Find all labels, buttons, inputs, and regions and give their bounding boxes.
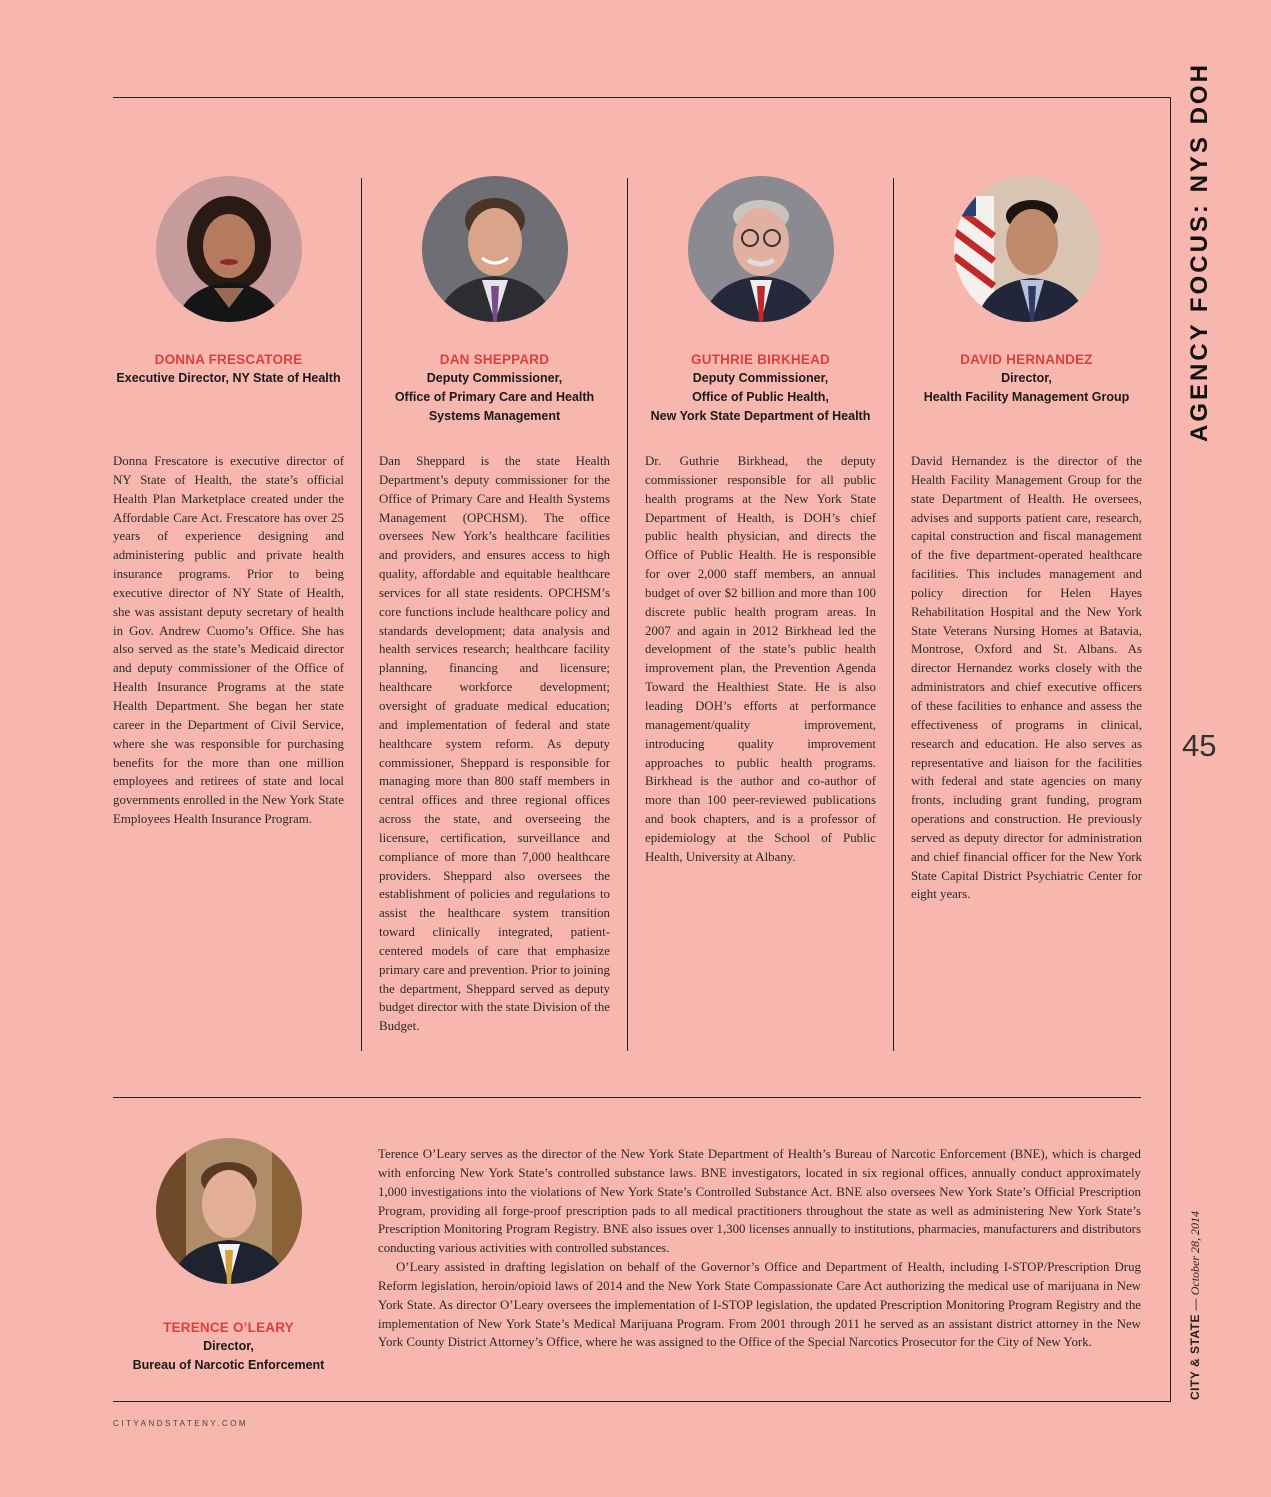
featured-bio — [378, 1145, 1141, 1352]
bottom-rule — [113, 1401, 1171, 1402]
profile-title-line: Director, — [203, 1339, 254, 1353]
profile-title-line: Health Facility Management Group — [923, 390, 1130, 404]
portrait-photo — [954, 176, 1100, 322]
page-number: 45 — [1182, 728, 1217, 763]
profile-title-line: Systems Management — [428, 409, 561, 423]
portrait-photo — [156, 1138, 302, 1284]
portrait-photo — [156, 176, 302, 322]
featured-bio-paragraph: Terence O’Leary serves as the director of the New York State Department of Health’s Bureau of Narcotic Enforcement (BNE), which is charged with enforcing New York State’s controlled substance laws. BNE investigators, located in six regional offices, annually conduct approximately 1,000 investigations into the violations of New York State’s Controlled Substance Act. BNE also oversees New York State’s Official Prescription Program, providing all forge-proof prescription pads to all medical practitioners throughout the state as well as administering New York State’s Prescription Monitoring Program Registry. BNE also issues over 1,300 licenses annually to institutions, pharmacies, manufacturers and distributors conducting various activities with controlled substances. — [378, 1147, 1141, 1256]
profile-title-line: New York State Department of Health — [650, 409, 871, 423]
portrait-photo — [422, 176, 568, 322]
column-divider — [361, 178, 362, 1051]
profile-bio: Dan Sheppard is the state Health Department’s deputy commissioner for the Office of Primary Care and Health Systems Management (OPCHSM). The office oversees New York’s healthcare facilities and providers, and ensures access to high quality, affordable and equitable healthcare services for all state residents. OPCHSM’s core functions include healthcare policy and standards development; data analysis and health services research; healthcare facility planning, financing and licensure; healthcare workforce development; oversight of graduate medical education; and implementation of federal and state healthcare system reform. As deputy commissioner, Sheppard is responsible for managing more than 800 staff members in central offices and three regional offices across the state, and overseeing the licensure, certification, surveillance and compliance of more than 7,000 healthcare providers. Sheppard also oversees the establishment of policies and regulations to assist the healthcare system transition toward clinically integrated, patient-centered models of care that emphasize primary care and prevention. Prior to joining the department, Sheppard served as deputy budget director with the state Division of the Budget. — [379, 454, 610, 1034]
profile-bio: Donna Frescatore is executive director of NY State of Health, the state’s official Health Plan Marketplace created under the Affordable Care Act. Frescatore has over 25 years of experience designing and administering public and private health insurance programs. Prior to being executive director of NY State of Health, she was assistant deputy secretary of health in Gov. Andrew Cuomo’s Office. She has also served as the state’s Medicaid director and deputy commissioner of the Office of Health Insurance Programs at the state Health Department. She began her state career in the Department of Civil Service, where she was responsible for purchasing benefits for the more than one million employees and retirees of state and local governments enrolled in the New York State Employees Health Insurance Program. — [113, 454, 344, 827]
column-divider — [627, 178, 628, 1051]
portrait-photo — [688, 176, 834, 322]
profile-david-hernandez — [911, 176, 1142, 407]
column-divider — [893, 178, 894, 1051]
profile-title-line: Bureau of Narcotic Enforcement — [132, 1358, 325, 1372]
profile-title-line: Deputy Commissioner, — [692, 371, 829, 385]
profile-name: DONNA FRESCATORE — [154, 352, 303, 367]
profile-title-line: Executive Director, NY State of Health — [116, 371, 341, 385]
featured-bio-paragraph: O’Leary assisted in drafting legislation on behalf of the Governor’s Office and Department of Health, including I-STOP/Prescription Drug Reform legislation, heroin/opioid laws of 2014 and the New York State Compassionate Care Act authorizing the medical use of marijuana in New York State. As director O’Leary oversees the implementation of I-STOP legislation, the updated Prescription Monitoring Program Registry and the implementation of New York State’s Medical Marijuana Program. From 2001 through 2011 he served as an assistant district attorney in the New York County District Attorney’s Office, where he was assigned to the Office of the Special Narcotics Prosecutor for the City of New York. — [378, 1260, 1141, 1350]
separator: — — [1188, 1298, 1202, 1311]
section-title: AGENCY FOCUS: NYS DOH — [1186, 62, 1213, 442]
profile-guthrie-birkhead — [645, 176, 876, 426]
publication-footer — [1188, 1205, 1212, 1400]
publication-brand: CITY & STATE — [1188, 1313, 1202, 1400]
profile-title-line: Deputy Commissioner, — [426, 371, 563, 385]
profile-name: GUTHRIE BIRKHEAD — [691, 352, 830, 367]
profile-bio: David Hernandez is the director of the Health Facility Management Group for the state Department of Health. He oversees, advises and supports patient care, research, capital construction and fiscal management of the five department-operated healthcare facilities. This includes management and policy direction for Helen Hayes Rehabilitation Hospital and the New York State Veterans Nursing Homes at Batavia, Montrose, Oxford and St. Albans. As director Hernandez works closely with the administrators and chief executive officers of these facilities to enhance and assess the effectiveness of programs in clinical, research and education. He also serves as representative and liaison for the facilities with federal and state agencies on many fronts, including grant funding, program operations and construction. He previously served as deputy director for administration and chief financial officer for the New York State Capital District Psychiatric Center for eight years. — [911, 454, 1142, 902]
profile-name: DAVID HERNANDEZ — [960, 352, 1093, 367]
top-rule — [113, 97, 1171, 98]
profile-title-line: Director, — [1001, 371, 1052, 385]
profile-bio: Dr. Guthrie Birkhead, the deputy commissioner responsible for all public health programs at the New York State Department of Health, is DOH’s chief public health physician, and directs the Office of Public Health. He is responsible for over 2,000 staff members, an annual budget of over $2 billion and more than 100 discrete public health program areas. In 2007 and again in 2012 Birkhead led the development of the state’s public health improvement plan, the Prevention Agenda Toward the Healthiest State. He is also leading DOH’s efforts at performance management/quality improvement, introducing quality improvement approaches to public health programs. Birkhead is the author and co-author of more than 100 peer-reviewed publications and book chapters, and is a professor of epidemiology at the School of Public Health, University at Albany. — [645, 454, 876, 864]
profile-title-line: Office of Primary Care and Health — [394, 390, 595, 404]
profile-terence-oleary — [113, 1138, 344, 1375]
profile-name: TERENCE O’LEARY — [163, 1320, 294, 1335]
profile-dan-sheppard — [379, 176, 610, 426]
middle-rule — [113, 1097, 1141, 1098]
profile-title-line: Office of Public Health, — [692, 390, 829, 404]
right-rule — [1170, 97, 1171, 1402]
profile-donna-frescatore — [113, 176, 344, 388]
profile-name: DAN SHEPPARD — [439, 352, 550, 367]
issue-date: October 28, 2014 — [1188, 1210, 1202, 1296]
site-url: CITYANDSTATENY.COM — [113, 1419, 249, 1428]
